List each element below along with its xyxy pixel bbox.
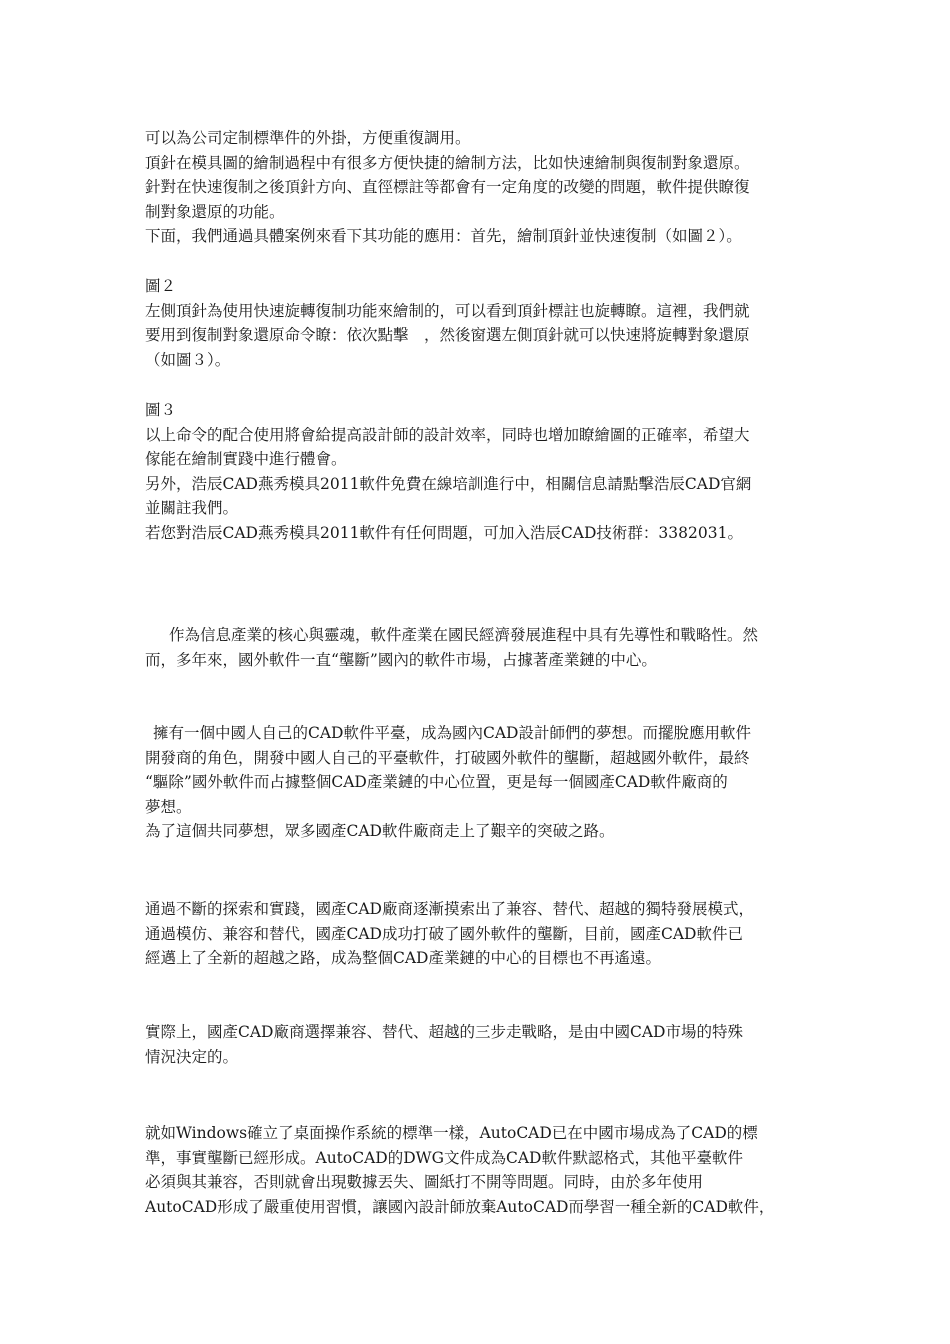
text-line: 下面，我們通過具體案例來看下其功能的應用：首先，繪制頂針並快速復制（如圖２）。 [145, 227, 742, 245]
text-line: 通過不斷的探索和實踐，國產CAD廠商逐漸摸索出了兼容、替代、超越的獨特發展模式， [145, 900, 754, 918]
text-line: 開發商的角色，開發中國人自己的平臺軟件，打破國外軟件的壟斷，超越國外軟件，最終 [145, 748, 750, 767]
text-line: 並關註我們。 [145, 499, 239, 517]
text-line: 傢能在繪制實踐中進行體會。 [145, 450, 347, 468]
text-line: 實際上，國產CAD廠商選擇兼容、替代、超越的三步走戰略，是由中國CAD市場的特殊 [145, 1023, 743, 1041]
text-line: 制對象還原的功能。 [145, 202, 285, 221]
text-line: AutoCAD形成了嚴重使用習慣，讓國內設計師放棄AutoCAD而學習一種全新的CAD軟件， [145, 1197, 775, 1216]
paragraph-development-mode [145, 897, 815, 971]
figure-3-section [145, 398, 815, 545]
text-line: 就如Windows確立了桌面操作系統的標準一樣，AutoCAD已在中國市場成為了CAD的標 [145, 1124, 758, 1142]
paragraph-software-industry [145, 623, 815, 672]
text-line: 要用到復制對象還原命令瞭：依次點擊 ，然後窗選左側頂針就可以快速將旋轉對象還原 [145, 326, 750, 344]
text-line: 可以為公司定制標準件的外掛，方便重復調用。 [145, 129, 471, 147]
text-line: 若您對浩辰CAD燕秀模具2011軟件有任何問題，可加入浩辰CAD技術群：3382031。 [145, 523, 743, 542]
text-line: 為了這個共同夢想，眾多國產CAD軟件廠商走上了艱辛的突破之路。 [145, 822, 615, 840]
text-line: 擁有一個中國人自己的CAD軟件平臺，成為國內CAD設計師們的夢想。而擺脫應用軟件 [153, 724, 751, 742]
text-line: 通過模仿、兼容和替代，國產CAD成功打破了國外軟件的壟斷，目前，國產CAD軟件已 [145, 924, 743, 943]
text-line: 左側頂針為使用快速旋轉復制功能來繪制的，可以看到頂針標註也旋轉瞭。這裡，我們就 [145, 301, 750, 320]
text-line: “驅除”國外軟件而占據整個CAD產業鏈的中心位置，更是每一個國產CAD軟件廠商的 [145, 773, 728, 791]
paragraph-three-step-strategy [145, 1020, 815, 1069]
figure-2-section [145, 274, 815, 372]
paragraph-autocad-standard [145, 1121, 815, 1219]
text-line: 情況決定的。 [145, 1047, 239, 1066]
text-line: 準，事實壟斷已經形成。AutoCAD的DWG文件成為CAD軟件默認格式，其他平臺軟件 [145, 1148, 743, 1167]
paragraph-cad-dream [145, 721, 815, 844]
text-line: 作為信息產業的核心與靈魂，軟件產業在國民經濟發展進程中具有先導性和戰略性。然 [169, 626, 759, 644]
text-line: 頂針在模具圖的繪制過程中有很多方便快捷的繪制方法，比如快速繪制與復制對象還原。 [145, 153, 750, 172]
text-line: 經邁上了全新的超越之路，成為整個CAD產業鏈的中心的目標也不再遙遠。 [145, 949, 661, 967]
text-line: 必須與其兼容，否則就會出現數據丟失、圖紙打不開等問題。同時，由於多年使用 [145, 1173, 704, 1191]
figure-2-caption: 圖２ [145, 277, 177, 295]
text-line: 以上命令的配合使用將會給提高設計師的設計效率，同時也增加瞭繪圖的正確率，希望大 [145, 425, 750, 444]
text-line: 針對在快速復制之後頂針方向、直徑標註等都會有一定角度的改變的問題，軟件提供瞭復 [145, 178, 750, 196]
text-line: （如圖３）。 [145, 350, 231, 369]
text-line: 另外，浩辰CAD燕秀模具2011軟件免費在線培訓進行中，相關信息請點擊浩辰CAD官網 [145, 474, 752, 493]
text-line: 而，多年來，國外軟件一直“壟斷”國內的軟件市場，占據著產業鏈的中心。 [145, 650, 657, 669]
figure-3-caption: 圖３ [145, 401, 177, 419]
section-intro [145, 126, 815, 249]
text-line: 夢想。 [145, 797, 192, 816]
